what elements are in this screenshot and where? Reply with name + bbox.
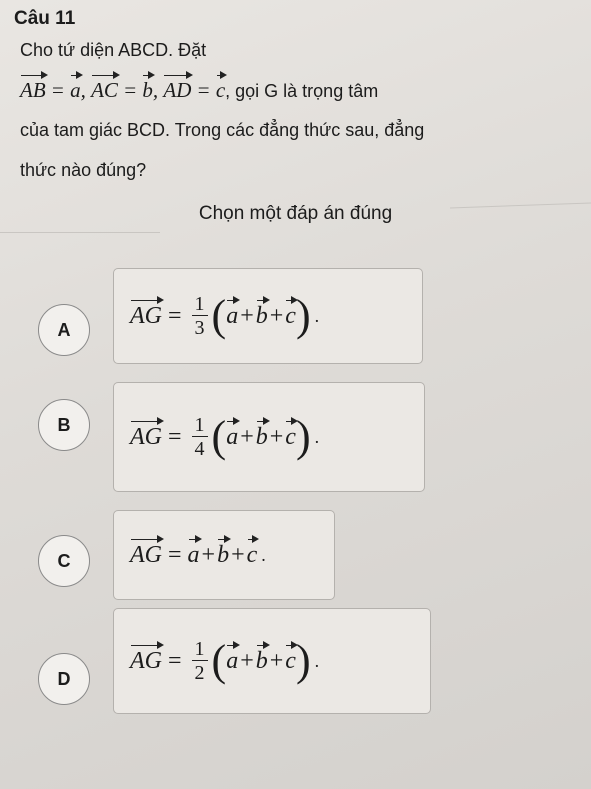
vector-c: c (215, 78, 226, 102)
vector-b: b (255, 647, 268, 674)
question-line-4: thức nào đúng? (20, 160, 147, 180)
fraction-numerator: 1 (192, 293, 208, 316)
formula-box-a[interactable] (113, 268, 423, 364)
vector-b: b (217, 541, 230, 568)
question-line-2-suffix: , gọi G là trọng tâm (225, 81, 379, 101)
fraction-numerator: 1 (192, 414, 208, 437)
vector-ag: AG (130, 302, 162, 329)
vector-b: b (255, 302, 268, 329)
close-paren: ) (295, 291, 311, 340)
open-paren: ( (211, 636, 227, 685)
question-line-1 (20, 38, 580, 64)
fraction-numerator: 1 (192, 638, 208, 661)
divider-line (0, 232, 160, 233)
answer-prompt: Chọn một đáp án đúng (198, 203, 393, 224)
equals-sign: = (50, 78, 71, 102)
fraction (192, 414, 208, 461)
radio-option-c[interactable] (38, 535, 90, 587)
open-paren: ( (211, 291, 227, 340)
period: . (314, 305, 320, 326)
vector-ag: AG (130, 541, 162, 568)
period: . (314, 650, 320, 671)
radio-option-a[interactable] (38, 304, 90, 356)
fraction (192, 638, 208, 685)
plus-sign: + (231, 541, 245, 568)
open-paren: ( (211, 412, 227, 461)
plus-sign: + (240, 302, 254, 329)
radio-option-d[interactable] (38, 653, 90, 705)
vector-b: b (142, 78, 153, 102)
equals-sign: = (122, 78, 143, 102)
close-paren: ) (295, 412, 311, 461)
vector-ag: AG (130, 647, 162, 674)
fraction (192, 293, 208, 340)
close-paren: ) (295, 636, 311, 685)
fraction-denominator: 2 (194, 661, 205, 684)
vector-ac: AC (91, 78, 118, 102)
vector-c: c (285, 423, 296, 450)
plus-sign: + (201, 541, 216, 568)
equals-sign: = (168, 541, 182, 568)
plus-sign: + (269, 647, 284, 674)
formula-box-c[interactable] (113, 510, 335, 600)
question-number: Câu 11 (14, 8, 76, 29)
vector-ad: AD (163, 78, 192, 102)
question-line-2 (20, 78, 580, 104)
period: . (261, 544, 266, 565)
equals-sign: = (196, 78, 216, 102)
vector-c: c (246, 541, 258, 568)
vector-a: a (226, 647, 239, 674)
equals-sign: = (168, 647, 182, 674)
vector-a: a (226, 302, 239, 329)
fraction-denominator: 4 (194, 437, 205, 460)
comma: , (80, 78, 92, 102)
equals-sign: = (168, 423, 182, 450)
plus-sign: + (240, 423, 254, 450)
plus-sign: + (269, 302, 284, 329)
formula-box-d[interactable] (113, 608, 431, 714)
option-letter: B (57, 414, 71, 435)
vector-c: c (285, 647, 296, 674)
vector-ab: AB (20, 78, 46, 102)
vector-a: a (187, 541, 200, 568)
vector-a: a (70, 78, 81, 102)
radio-option-b[interactable] (38, 399, 90, 451)
option-letter: C (57, 550, 71, 571)
equals-sign: = (168, 302, 182, 329)
plus-sign: + (240, 647, 254, 674)
vector-c: c (285, 302, 296, 329)
option-letter: A (57, 319, 71, 340)
option-letter: D (57, 668, 71, 689)
vector-ag: AG (130, 423, 162, 450)
comma: , (152, 78, 164, 102)
question-line-1-text: Cho tứ diện ABCD. Đặt (20, 40, 207, 60)
fraction-denominator: 3 (194, 316, 205, 339)
vector-a: a (226, 423, 239, 450)
plus-sign: + (269, 423, 284, 450)
period: . (314, 426, 320, 447)
vector-b: b (255, 423, 268, 450)
question-text (20, 38, 580, 184)
formula-box-b[interactable] (113, 382, 425, 492)
question-line-3: của tam giác BCD. Trong các đẳng thức sau, đẳng (20, 120, 425, 140)
